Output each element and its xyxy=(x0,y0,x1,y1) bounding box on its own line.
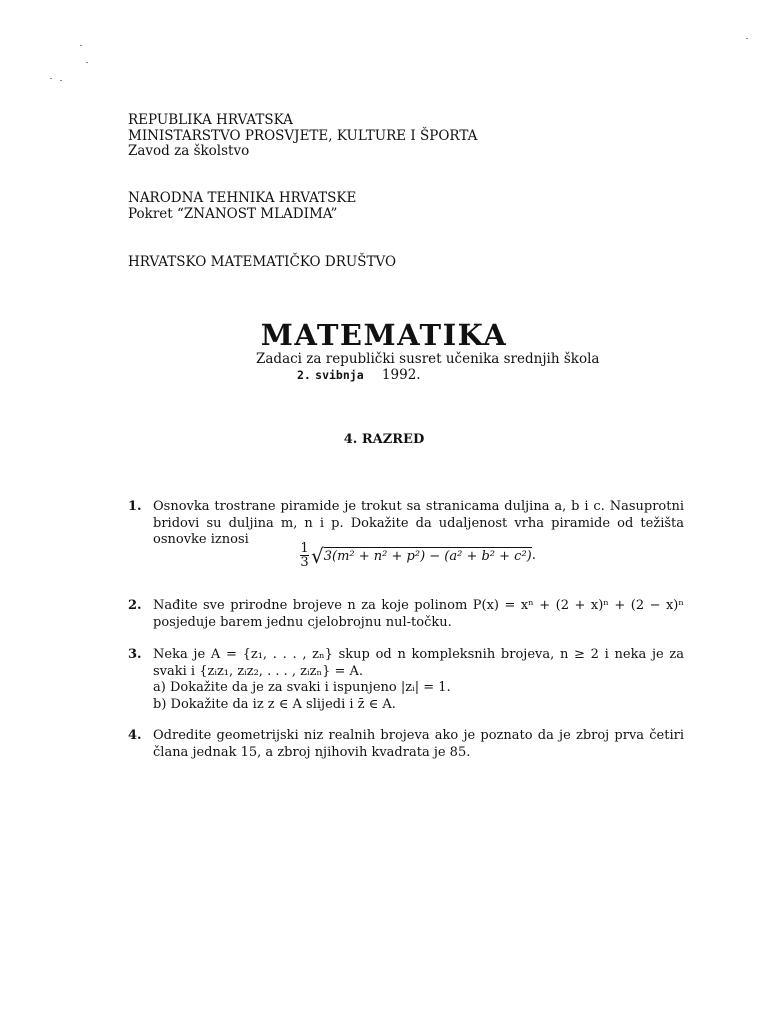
header-line: MINISTARSTVO PROSVJETE, KULTURE I ŠPORTA xyxy=(128,127,478,144)
scan-speck xyxy=(50,78,52,79)
header-line: REPUBLIKA HRVATSKA xyxy=(128,112,293,128)
scan-speck xyxy=(746,38,748,39)
problem-number: 1. xyxy=(128,499,142,514)
header-org-tehnika xyxy=(128,191,356,222)
header-line: NARODNA TEHNIKA HRVATSKE xyxy=(128,190,357,206)
formula-radicand: 3(m² + n² + p²) − (a² + b² + c²) xyxy=(323,549,532,564)
formula-distance xyxy=(300,542,536,569)
problem-part-a: a) Dokažite da je za svaki i ispunjeno |zᵢ| = 1. xyxy=(153,680,451,695)
header-line: Pokret “ZNANOST MLADIMA” xyxy=(128,205,338,222)
date-month: svibnja xyxy=(315,368,364,382)
date-day: 2. xyxy=(297,368,311,382)
fraction-numerator: 1 xyxy=(300,541,309,556)
page-title: MATEMATIKA xyxy=(260,318,508,352)
header-line: Zavod za školstvo xyxy=(128,143,250,159)
formula-fraction xyxy=(300,542,309,569)
sqrt-icon: √ xyxy=(311,543,324,568)
problem-part-b: b) Dokažite da iz z ∈ A slijedi i z̄ ∈ A. xyxy=(153,696,396,712)
fraction-denominator: 3 xyxy=(300,555,309,570)
problem-number: 4. xyxy=(128,728,142,743)
header-org-ministry xyxy=(128,113,477,160)
scan-speck xyxy=(80,45,82,46)
problem-text: Odredite geometrijski niz realnih brojeva ako je poznato da je zbroj prva četiri člana jednak 15, a zbroj njihovih kvadrata je 85. xyxy=(153,728,684,760)
problem-2 xyxy=(128,598,684,631)
competition-date xyxy=(297,367,421,383)
header-line: HRVATSKO MATEMATIČKO DRUŠTVO xyxy=(128,254,397,270)
problem-text: Osnovka trostrane piramide je trokut sa stranicama duljina a, b i c. Nasuprotni bridovi su duljina m, n i p. Dokažite da udaljenost vrha piramide od težišta osnovke iznosi xyxy=(153,499,684,547)
date-year: 1992. xyxy=(381,367,421,383)
problem-number: 3. xyxy=(128,647,142,662)
problem-number: 2. xyxy=(128,598,142,613)
problem-text: Nađite sve prirodne brojeve n za koje polinom P(x) = xⁿ + (2 + x)ⁿ + (2 − x)ⁿ posjeduje barem jednu cjelobrojnu nul-točku. xyxy=(153,598,684,630)
scan-speck xyxy=(86,62,88,63)
formula-end: . xyxy=(531,548,536,563)
scan-speck xyxy=(60,80,62,81)
header-org-society xyxy=(128,255,396,271)
page-subtitle: Zadaci za republički susret učenika srednjih škola xyxy=(256,351,600,367)
grade-heading: 4. RAZRED xyxy=(343,432,425,447)
problem-text: Neka je A = {z₁, . . . , zₙ} skup od n kompleksnih brojeva, n ≥ 2 i neka je za svaki i {zᵢz₁, zᵢz₂, . . . , zᵢzₙ} = A. xyxy=(153,647,684,679)
problem-3 xyxy=(128,647,684,713)
problem-4 xyxy=(128,728,684,761)
